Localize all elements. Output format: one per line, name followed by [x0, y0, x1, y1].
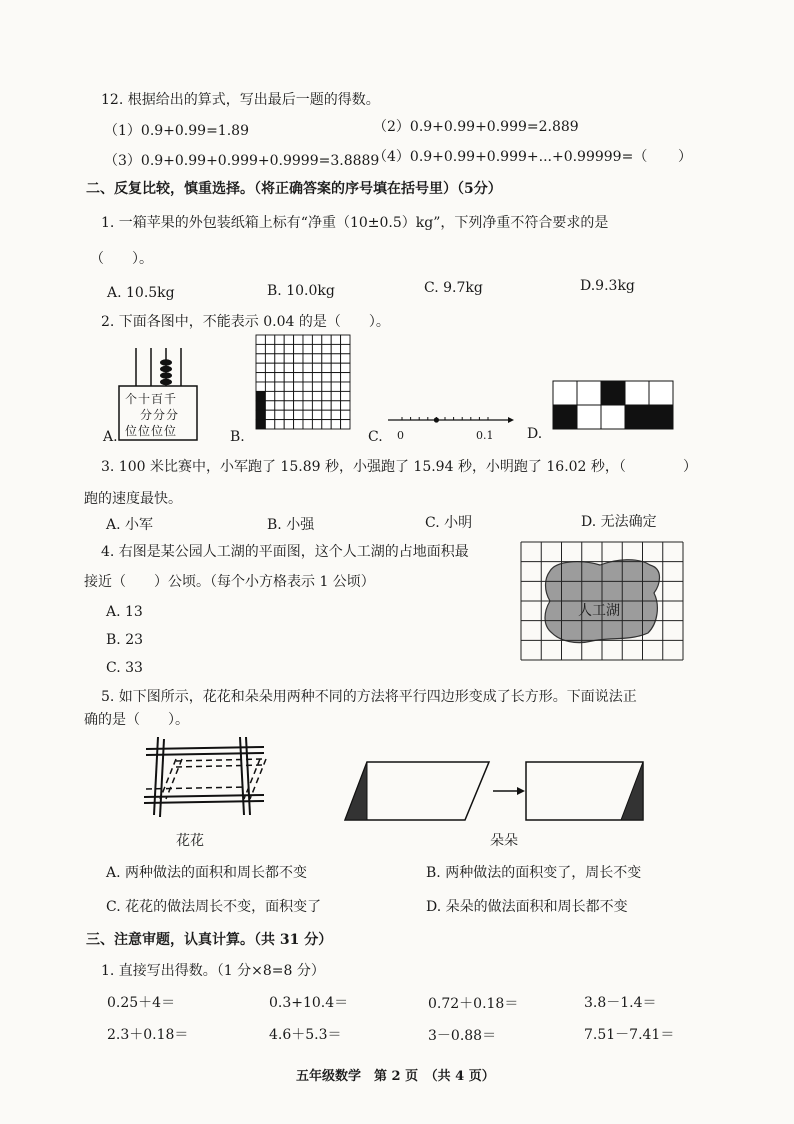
- s2-q5-stem: 5. 如下图所示，花花和朵朵用两种不同的方法将平行四边形变成了长方形。下面说法正: [101, 689, 637, 705]
- grid-cell: [303, 391, 312, 400]
- s2-q2-label-c: C.: [368, 429, 383, 445]
- abacus-bead: [160, 372, 172, 378]
- grid-cell: [265, 391, 274, 400]
- grid-cell: [294, 373, 303, 382]
- grid-cell: [256, 344, 265, 353]
- grid-cell: [284, 344, 293, 353]
- grid-cell: [303, 354, 312, 363]
- grid-cell: [331, 363, 340, 372]
- s2-q4-option-c: C. 33: [106, 660, 143, 676]
- grid-cell: [265, 363, 274, 372]
- strip-figure: [553, 381, 675, 431]
- s3-q1-stem: 1. 直接写出得数。（1 分×8=8 分）: [101, 963, 325, 979]
- grid-cell: [322, 382, 331, 391]
- grid-cell: [275, 391, 284, 400]
- grid-cell-shaded: [256, 410, 265, 419]
- q12-equation-3: （3）0.9+0.99+0.999+0.9999=3.8889: [104, 153, 380, 169]
- grid-cell: [303, 410, 312, 419]
- abacus-bead: [160, 379, 172, 385]
- s2-q3-option-d: D. 无法确定: [581, 514, 657, 530]
- grid-cell: [256, 363, 265, 372]
- grid-cell: [275, 335, 284, 344]
- calc-item: 7.51－7.41＝: [584, 1027, 675, 1043]
- grid-cell: [294, 335, 303, 344]
- numberline-zero-label: 0: [397, 429, 404, 442]
- q12-equation-2: （2）0.9+0.99+0.999=2.889: [373, 119, 579, 135]
- q12-title: 12. 根据给出的算式，写出最后一题的得数。: [101, 92, 380, 108]
- grid-cell-shaded: [256, 420, 265, 429]
- grid-cell: [265, 410, 274, 419]
- grid-cell: [265, 354, 274, 363]
- grid-cell: [341, 410, 350, 419]
- grid-cell: [294, 354, 303, 363]
- s2-q5-stem-2: 确的是（ ）。: [84, 712, 189, 728]
- s2-q2-label-d: D.: [527, 426, 543, 442]
- grid-cell: [322, 420, 331, 429]
- grid-cell: [341, 363, 350, 372]
- caption-duoduo: 朵朵: [490, 833, 518, 849]
- grid-cell: [284, 382, 293, 391]
- abacus-mid-labels: 分分分: [140, 408, 180, 422]
- grid-cell: [331, 344, 340, 353]
- s2-q3-stem-2: 跑的速度最快。: [84, 491, 182, 507]
- s2-q4-stem-2: 接近（ ）公顷。（每个小方格表示 1 公顷）: [84, 574, 375, 590]
- grid-cell: [275, 373, 284, 382]
- grid-cell: [322, 401, 331, 410]
- hundred-grid-figure: [255, 334, 351, 432]
- grid-cell: [275, 420, 284, 429]
- grid-cell: [265, 335, 274, 344]
- grid-cell: [303, 382, 312, 391]
- grid-cell: [322, 363, 331, 372]
- grid-cell: [265, 401, 274, 410]
- grid-cell: [284, 373, 293, 382]
- s2-q4-stem: 4. 右图是某公园人工湖的平面图，这个人工湖的占地面积最: [101, 544, 469, 560]
- s2-q2-label-b: B.: [230, 429, 245, 445]
- s2-q5-option-d: D. 朵朵的做法面积和周长都不变: [426, 899, 628, 915]
- grid-cell: [303, 335, 312, 344]
- s2-q5-option-a: A. 两种做法的面积和周长都不变: [106, 865, 308, 881]
- grid-cell: [303, 363, 312, 372]
- grid-cell: [265, 373, 274, 382]
- caption-huahua: 花花: [176, 833, 204, 849]
- lake-label: 人工湖: [578, 603, 620, 619]
- calc-item: 2.3＋0.18＝: [107, 1027, 189, 1043]
- grid-cell: [275, 410, 284, 419]
- grid-cell: [341, 401, 350, 410]
- grid-cell: [303, 401, 312, 410]
- s2-q5-option-c: C. 花花的做法周长不变，面积变了: [106, 899, 322, 915]
- grid-cell: [312, 363, 321, 372]
- grid-cell: [322, 354, 331, 363]
- grid-cell: [341, 335, 350, 344]
- grid-cell: [322, 391, 331, 400]
- grid-cell: [275, 344, 284, 353]
- s2-q3-option-c: C. 小明: [425, 515, 473, 531]
- s2-q1-option-c: C. 9.7kg: [424, 280, 483, 296]
- grid-cell: [284, 410, 293, 419]
- grid-cell: [331, 335, 340, 344]
- grid-cell: [265, 382, 274, 391]
- grid-cell-shaded: [256, 401, 265, 410]
- abacus-bead: [160, 366, 172, 372]
- section-2-heading: 二、反复比较，慎重选择。（将正确答案的序号填在括号里）（5分）: [86, 181, 502, 197]
- grid-cell: [312, 401, 321, 410]
- lake-grid-figure: [520, 541, 684, 661]
- grid-cell: [265, 344, 274, 353]
- grid-cell: [284, 401, 293, 410]
- grid-cell-shaded: [256, 391, 265, 400]
- grid-cell: [265, 420, 274, 429]
- s2-q3-stem: 3. 100 米比赛中，小军跑了 15.89 秒，小强跑了 15.94 秒，小明跑了 16.02 秒，（: [101, 459, 626, 475]
- grid-cell: [275, 354, 284, 363]
- grid-cell: [275, 363, 284, 372]
- s2-q2-label-a: A.: [103, 429, 118, 445]
- s2-q1-answer-blank: （ ）。: [90, 251, 153, 267]
- grid-cell: [322, 373, 331, 382]
- grid-cell: [303, 420, 312, 429]
- grid-cell: [256, 373, 265, 382]
- grid-cell: [312, 354, 321, 363]
- grid-cell: [331, 382, 340, 391]
- grid-cell: [284, 420, 293, 429]
- calc-item: 3.8－1.4＝: [584, 995, 657, 1011]
- grid-cell: [331, 391, 340, 400]
- grid-cell: [284, 335, 293, 344]
- grid-cell: [312, 420, 321, 429]
- number-line-figure: [388, 412, 508, 426]
- grid-cell: [294, 420, 303, 429]
- page-footer: 五年级数学 第 2 页 （共 4 页）: [296, 1069, 495, 1084]
- s2-q3-option-b: B. 小强: [267, 517, 315, 533]
- grid-cell: [331, 420, 340, 429]
- grid-cell: [312, 344, 321, 353]
- grid-cell: [331, 401, 340, 410]
- abacus-top-labels: 个十百千: [125, 392, 178, 406]
- calc-item: 0.72＋0.18＝: [428, 996, 519, 1012]
- grid-cell: [312, 391, 321, 400]
- grid-cell: [275, 382, 284, 391]
- s2-q3-blank-close: ）: [683, 459, 697, 475]
- grid-cell: [322, 344, 331, 353]
- duoduo-transform-figure: [345, 760, 685, 822]
- s2-q1-option-a: A. 10.5kg: [107, 285, 175, 301]
- section-3-heading: 三、注意审题，认真计算。（共 31 分）: [86, 932, 333, 948]
- grid-cell: [341, 354, 350, 363]
- grid-cell: [312, 335, 321, 344]
- grid-cell: [294, 363, 303, 372]
- grid-cell: [341, 420, 350, 429]
- grid-cell: [284, 391, 293, 400]
- grid-cell: [294, 382, 303, 391]
- calc-item: 0.25＋4＝: [107, 995, 176, 1011]
- s2-q4-option-a: A. 13: [106, 604, 143, 620]
- huahua-frame-figure: [140, 735, 275, 820]
- s2-q1-option-d: D.9.3kg: [580, 278, 635, 294]
- grid-cell: [322, 410, 331, 419]
- calc-item: 0.3+10.4＝: [269, 995, 349, 1011]
- grid-cell: [341, 391, 350, 400]
- grid-cell: [303, 373, 312, 382]
- numberline-point: [434, 417, 439, 422]
- q12-equation-4: （4）0.9+0.99+0.999+...+0.99999=（: [373, 149, 648, 165]
- q12-answer-blank-close: ）: [678, 149, 692, 165]
- grid-cell: [256, 354, 265, 363]
- grid-cell: [256, 382, 265, 391]
- calc-item: 4.6＋5.3＝: [269, 1027, 342, 1043]
- grid-cell: [331, 373, 340, 382]
- s2-q1-option-b: B. 10.0kg: [267, 283, 335, 299]
- abacus-bead: [160, 359, 172, 365]
- grid-cell: [331, 410, 340, 419]
- grid-cell: [294, 344, 303, 353]
- grid-cell: [312, 410, 321, 419]
- numberline-end-label: 0.1: [476, 429, 494, 442]
- grid-cell: [341, 382, 350, 391]
- grid-cell: [341, 344, 350, 353]
- grid-cell: [341, 373, 350, 382]
- grid-cell: [275, 401, 284, 410]
- grid-cell: [294, 410, 303, 419]
- s2-q4-option-b: B. 23: [106, 632, 144, 648]
- abacus-base-labels: 位位位位: [125, 424, 178, 438]
- s2-q1-stem: 1. 一箱苹果的外包装纸箱上标有“净重（10±0.5）kg”，下列净重不符合要求的是: [101, 215, 609, 231]
- grid-cell: [303, 344, 312, 353]
- grid-cell: [331, 354, 340, 363]
- numberline-arrow: [508, 417, 514, 423]
- grid-cell: [312, 382, 321, 391]
- s2-q3-option-a: A. 小军: [106, 517, 154, 533]
- grid-cell: [322, 335, 331, 344]
- s2-q5-option-b: B. 两种做法的面积变了，周长不变: [426, 865, 642, 881]
- grid-cell: [256, 335, 265, 344]
- grid-cell: [294, 391, 303, 400]
- grid-cell: [284, 354, 293, 363]
- s2-q2-stem: 2. 下面各图中，不能表示 0.04 的是（ ）。: [101, 314, 390, 330]
- grid-cell: [284, 363, 293, 372]
- grid-cell: [312, 373, 321, 382]
- q12-equation-1: （1）0.9+0.99=1.89: [104, 123, 249, 139]
- grid-cell: [294, 401, 303, 410]
- calc-item: 3－0.88＝: [428, 1028, 497, 1044]
